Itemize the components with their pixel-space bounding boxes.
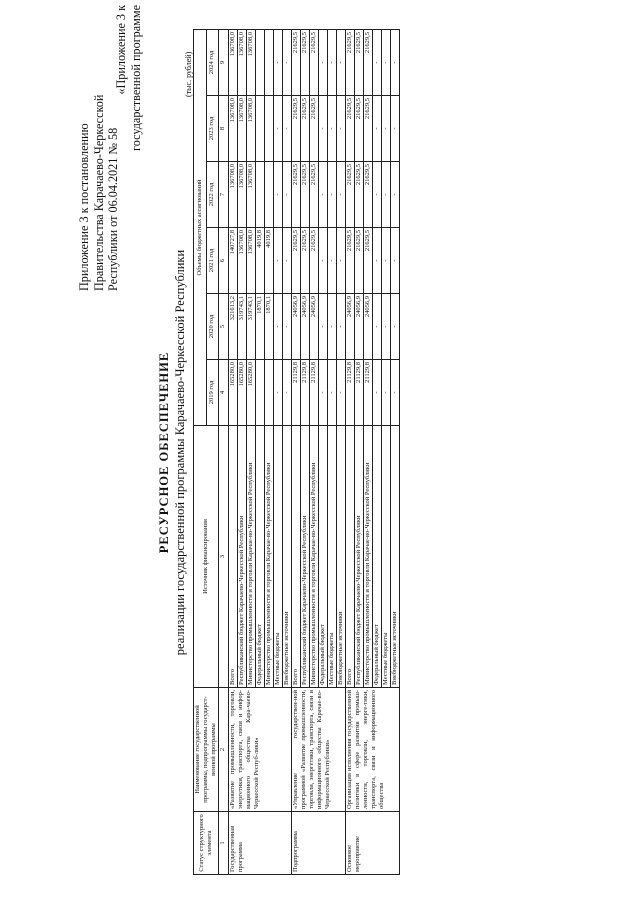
- value-cell: -: [328, 360, 337, 426]
- value-cell: -: [274, 162, 283, 228]
- value-cell: 21629,5: [292, 29, 301, 95]
- value-cell: 21129,8: [364, 360, 373, 426]
- value-cell: -: [337, 228, 346, 294]
- value-cell: -: [283, 360, 292, 426]
- value-cell: 21629,5: [346, 96, 355, 162]
- value-cell: -: [328, 96, 337, 162]
- source-cell: Республиканский бюджет Карачаево-Черкесской Республики: [301, 426, 310, 688]
- value-cell: -: [319, 294, 328, 360]
- value-cell: -: [382, 96, 391, 162]
- resource-table: [193, 29, 400, 875]
- column-number: 2: [219, 688, 229, 812]
- header-volumes: Объемы бюджетных ассигнований: [194, 29, 207, 425]
- source-cell: Местные бюджеты: [382, 426, 391, 688]
- value-cell: -: [337, 360, 346, 426]
- value-cell: -: [274, 228, 283, 294]
- value-cell: 21129,8: [301, 360, 310, 426]
- value-cell: 21629,5: [292, 228, 301, 294]
- header-source: Источник финансирования: [194, 426, 219, 688]
- value-cell: 21629,5: [301, 162, 310, 228]
- value-cell: -: [391, 360, 400, 426]
- value-cell: [256, 29, 265, 95]
- value-cell: 21629,5: [355, 162, 364, 228]
- year-header: 2022 год: [206, 162, 219, 228]
- value-cell: 136708,0: [247, 162, 256, 228]
- source-cell: Всего: [292, 426, 301, 688]
- column-number: 6: [219, 228, 229, 294]
- value-cell: 136708,0: [238, 29, 247, 95]
- source-cell: Министерство промышленности и торговли Карачае-во-Черкесской Республики: [364, 426, 373, 688]
- value-cell: 21629,5: [301, 29, 310, 95]
- column-number: 5: [219, 294, 229, 360]
- value-cell: -: [382, 162, 391, 228]
- value-cell: -: [373, 228, 382, 294]
- value-cell: -: [382, 29, 391, 95]
- value-cell: -: [328, 162, 337, 228]
- program-name-cell: «Управление государствен-ной программой «Развитие промышленности, торговли, энергетики, транспорта, связи и информационного общества Карачае-во-Черкесской Республики»: [292, 688, 346, 812]
- value-cell: 21629,5: [355, 29, 364, 95]
- value-cell: 136708,0: [247, 29, 256, 95]
- value-cell: -: [373, 96, 382, 162]
- value-cell: 24056,9: [310, 294, 319, 360]
- value-cell: 136708,0: [238, 162, 247, 228]
- header-name: Наименование государственной программы, подпрограммы государст-венной программы: [194, 688, 219, 812]
- year-header: 2024 год: [206, 29, 219, 95]
- value-cell: 21629,5: [310, 29, 319, 95]
- value-cell: [265, 360, 274, 426]
- value-cell: -: [283, 162, 292, 228]
- value-cell: 321613,2: [229, 294, 238, 360]
- value-cell: -: [391, 96, 400, 162]
- value-cell: -: [283, 29, 292, 95]
- year-header: 2019 год: [206, 360, 219, 426]
- value-cell: -: [373, 360, 382, 426]
- appendix-line: Республики от 06.04.2021 № 58: [106, 127, 120, 291]
- source-cell: Республиканский бюджет Карачаево-Черкесской Республики: [238, 426, 247, 688]
- value-cell: 21129,8: [292, 360, 301, 426]
- value-cell: 21629,5: [301, 228, 310, 294]
- value-cell: [265, 96, 274, 162]
- value-cell: 136708,0: [238, 228, 247, 294]
- value-cell: -: [274, 29, 283, 95]
- value-cell: -: [319, 162, 328, 228]
- value-cell: -: [319, 228, 328, 294]
- column-numbers-row: [219, 29, 229, 874]
- value-cell: -: [337, 162, 346, 228]
- value-cell: -: [283, 294, 292, 360]
- value-cell: [256, 96, 265, 162]
- value-cell: 21629,5: [310, 228, 319, 294]
- column-number: 1: [219, 812, 229, 875]
- value-cell: 136708,0: [229, 162, 238, 228]
- value-cell: 21629,5: [364, 162, 373, 228]
- value-cell: -: [337, 96, 346, 162]
- status-cell: Подпрограмма: [292, 812, 346, 875]
- value-cell: -: [373, 162, 382, 228]
- table-row: [292, 29, 301, 874]
- source-cell: Республиканский бюджет Карачаево-Черкесской Республики: [355, 426, 364, 688]
- value-cell: 24056,9: [292, 294, 301, 360]
- value-cell: 21629,5: [364, 29, 373, 95]
- value-cell: -: [337, 29, 346, 95]
- source-cell: Местные бюджеты: [328, 426, 337, 688]
- units-label: (тыс. рублей): [184, 51, 193, 97]
- value-cell: 4019,8: [265, 228, 274, 294]
- header-status: Статус структурного элемента: [194, 812, 219, 875]
- column-number: 4: [219, 360, 229, 426]
- status-cell: Основное мероприятие: [346, 812, 400, 875]
- value-cell: -: [319, 96, 328, 162]
- value-cell: 136708,0: [229, 96, 238, 162]
- value-cell: -: [337, 294, 346, 360]
- value-cell: 21129,8: [346, 360, 355, 426]
- value-cell: 140727,8: [229, 228, 238, 294]
- value-cell: 136708,0: [247, 228, 256, 294]
- column-number: 8: [219, 96, 229, 162]
- value-cell: 21129,8: [310, 360, 319, 426]
- status-cell: Государственная программа: [229, 812, 292, 875]
- value-cell: -: [391, 29, 400, 95]
- year-header: 2023 год: [206, 96, 219, 162]
- value-cell: -: [274, 294, 283, 360]
- value-cell: -: [319, 29, 328, 95]
- value-cell: 24056,9: [355, 294, 364, 360]
- program-name-cell: «Развитие промышленности, торговли, энергетики, транспорта, связи и инфор-мационного общества Кара-чаево-Черкесской Респуб-лики»: [229, 688, 292, 812]
- value-cell: [265, 29, 274, 95]
- document-subtitle: реализации государственной программы Карачаево-Черкесской Республики: [173, 249, 187, 656]
- value-cell: [256, 360, 265, 426]
- program-appendix-header: [114, 5, 143, 175]
- value-cell: -: [373, 294, 382, 360]
- source-cell: Федеральный бюджет: [319, 426, 328, 688]
- value-cell: 136708,0: [229, 29, 238, 95]
- value-cell: [265, 162, 274, 228]
- column-number: 7: [219, 162, 229, 228]
- value-cell: 21629,5: [310, 162, 319, 228]
- source-cell: Всего: [229, 426, 238, 688]
- value-cell: -: [274, 360, 283, 426]
- value-cell: 21629,5: [364, 96, 373, 162]
- value-cell: 21629,5: [301, 96, 310, 162]
- value-cell: -: [328, 29, 337, 95]
- year-header: 2020 год: [206, 294, 219, 360]
- value-cell: 21629,5: [346, 29, 355, 95]
- value-cell: 21629,5: [292, 162, 301, 228]
- table-row: [346, 29, 355, 874]
- value-cell: 165280,0: [238, 360, 247, 426]
- value-cell: 24056,9: [346, 294, 355, 360]
- value-cell: 319743,1: [238, 294, 247, 360]
- column-number: 9: [219, 29, 229, 95]
- appendix-line: «Приложение 3 к: [114, 5, 128, 95]
- value-cell: -: [382, 294, 391, 360]
- value-cell: 1870,1: [256, 294, 265, 360]
- source-cell: Внебюджетные источники: [283, 426, 292, 688]
- table-body: [229, 29, 400, 874]
- value-cell: -: [328, 294, 337, 360]
- value-cell: -: [391, 162, 400, 228]
- value-cell: 1870,1: [265, 294, 274, 360]
- source-cell: Федеральный бюджет: [256, 426, 265, 688]
- year-header: 2021 год: [206, 228, 219, 294]
- column-number: 3: [219, 426, 229, 688]
- value-cell: 21129,8: [355, 360, 364, 426]
- value-cell: [256, 162, 265, 228]
- appendix-line: Приложение 3 к постановлению: [77, 123, 91, 291]
- value-cell: 21629,5: [364, 228, 373, 294]
- value-cell: -: [328, 228, 337, 294]
- source-cell: Федеральный бюджет: [373, 426, 382, 688]
- document-title: РЕСУРСНОЕ ОБЕСПЕЧЕНИЕ: [157, 351, 171, 554]
- value-cell: -: [274, 96, 283, 162]
- source-cell: Министерство промышленности и торговли Карачае-во-Черкесской Республики: [247, 426, 256, 688]
- table-row: [229, 29, 238, 874]
- source-cell: Всего: [346, 426, 355, 688]
- program-name-cell: Организация исполнения государственной политики в сфере развития промыш-ленности, торговли, энерге-тики, транспорта, связи и информационного общества: [346, 688, 400, 812]
- value-cell: 21629,5: [292, 96, 301, 162]
- value-cell: 21629,5: [346, 228, 355, 294]
- value-cell: 21629,5: [310, 96, 319, 162]
- value-cell: 21629,5: [346, 162, 355, 228]
- value-cell: 136708,0: [238, 96, 247, 162]
- value-cell: -: [283, 96, 292, 162]
- value-cell: -: [283, 228, 292, 294]
- appendix-line: государственной программе: [128, 5, 143, 151]
- value-cell: 165280,0: [247, 360, 256, 426]
- source-cell: Внебюджетные источники: [337, 426, 346, 688]
- value-cell: -: [373, 29, 382, 95]
- source-cell: Местные бюджеты: [274, 426, 283, 688]
- value-cell: -: [391, 294, 400, 360]
- value-cell: 21629,5: [355, 228, 364, 294]
- value-cell: 4019,8: [256, 228, 265, 294]
- source-cell: Министерство промышленности и торговли Карачае-во-Черкесской Республики: [265, 426, 274, 688]
- value-cell: -: [382, 228, 391, 294]
- appendix-line: Правительства Карачаево-Черкесской: [91, 94, 106, 291]
- value-cell: 136708,0: [247, 96, 256, 162]
- value-cell: -: [319, 360, 328, 426]
- source-cell: Министерство промышленности и торговли Карачае-во-Черкесской Республики: [310, 426, 319, 688]
- value-cell: 165280,0: [229, 360, 238, 426]
- value-cell: 21629,5: [355, 96, 364, 162]
- source-cell: Внебюджетные источники: [391, 426, 400, 688]
- value-cell: -: [391, 228, 400, 294]
- value-cell: 24056,9: [364, 294, 373, 360]
- value-cell: -: [382, 360, 391, 426]
- value-cell: 319743,1: [247, 294, 256, 360]
- value-cell: 24056,9: [301, 294, 310, 360]
